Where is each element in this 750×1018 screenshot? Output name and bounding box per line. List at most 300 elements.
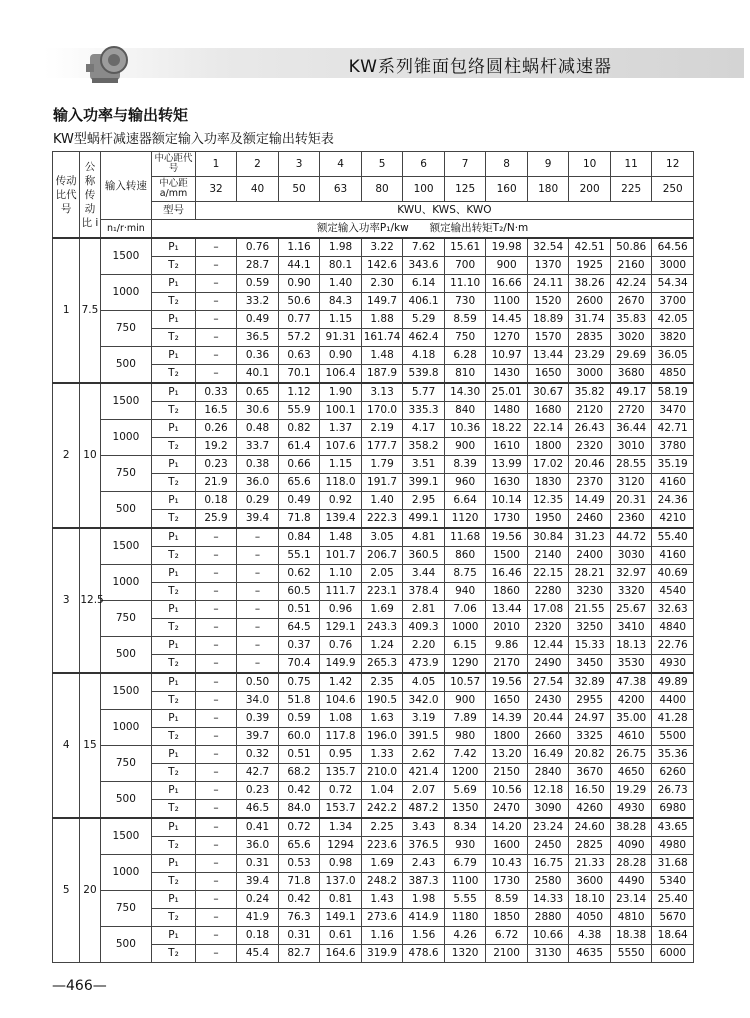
value-cell: 3.22 [361,238,403,257]
value-cell: 64.56 [652,238,694,257]
value-cell: 6.79 [444,855,486,873]
quantity-label: T₂ [152,293,196,311]
value-cell: 900 [444,438,486,456]
value-cell: – [195,800,237,819]
value-cell: 18.13 [610,637,652,655]
value-cell: 32.63 [652,601,694,619]
value-cell: 1.69 [361,855,403,873]
center-code-label: 中心距代号 [152,152,196,177]
value-cell: 70.1 [278,365,320,384]
value-cell: 1290 [444,655,486,674]
value-cell: 478.6 [403,945,445,963]
value-cell: 0.63 [278,347,320,365]
value-cell: – [195,655,237,674]
value-cell: 1830 [527,474,569,492]
value-cell: 2490 [527,655,569,674]
table-row [53,565,694,583]
value-cell: 3470 [652,402,694,420]
value-cell: 15.61 [444,238,486,257]
value-cell: 6.64 [444,492,486,510]
quantity-label: P₁ [152,311,196,329]
value-cell: 39.4 [237,510,279,529]
value-cell: 20.31 [610,492,652,510]
value-cell: 2400 [569,547,611,565]
value-cell: 18.22 [486,420,528,438]
value-cell: 153.7 [320,800,362,819]
value-cell: 2835 [569,329,611,347]
value-cell: 28.21 [569,565,611,583]
value-cell: 10.43 [486,855,528,873]
table-row [53,420,694,438]
center-distance-cell: 125 [444,177,486,202]
value-cell: – [195,311,237,329]
value-cell: 4.05 [403,673,445,692]
value-cell: 1.48 [320,528,362,547]
value-cell: 2.25 [361,818,403,837]
value-cell: 810 [444,365,486,384]
gear-reducer-icon [84,40,132,88]
value-cell: 55.40 [652,528,694,547]
value-cell: 1.79 [361,456,403,474]
value-cell: 0.48 [237,420,279,438]
value-cell: 273.6 [361,909,403,927]
value-cell: 1650 [527,365,569,384]
quantity-label: P₁ [152,601,196,619]
value-cell: 111.7 [320,583,362,601]
value-cell: 55.1 [278,547,320,565]
value-cell: 41.28 [652,710,694,728]
quantity-label: P₁ [152,710,196,728]
value-cell: 0.51 [278,746,320,764]
value-cell: 9.86 [486,637,528,655]
value-cell: 8.59 [444,311,486,329]
table-row [53,347,694,365]
value-cell: 3.51 [403,456,445,474]
value-cell: 4160 [652,547,694,565]
value-cell: 8.75 [444,565,486,583]
value-cell: 10.66 [527,927,569,945]
value-cell: 23.14 [610,891,652,909]
value-cell: 61.4 [278,438,320,456]
center-code-cell: 12 [652,152,694,177]
value-cell: 82.7 [278,945,320,963]
value-cell: 6.15 [444,637,486,655]
value-cell: 1.24 [361,637,403,655]
center-distance-cell: 180 [527,177,569,202]
section-title: 输入功率与输出转矩 [53,106,189,124]
table-row [53,818,694,837]
value-cell: 5.29 [403,311,445,329]
value-cell: 26.75 [610,746,652,764]
value-cell: 2460 [569,510,611,529]
value-cell: 35.83 [610,311,652,329]
value-cell: 5670 [652,909,694,927]
value-cell: 135.7 [320,764,362,782]
value-cell: 0.26 [195,420,237,438]
value-cell: 1.15 [320,456,362,474]
input-speed-cell: 1000 [100,275,152,311]
input-speed-cell: 1000 [100,420,152,456]
input-speed-cell: 500 [100,492,152,529]
value-cell: 196.0 [361,728,403,746]
value-cell: 376.5 [403,837,445,855]
center-code-cell: 5 [361,152,403,177]
input-speed-cell: 1500 [100,238,152,275]
value-cell: 55.9 [278,402,320,420]
value-cell: 21.33 [569,855,611,873]
value-cell: 1000 [444,619,486,637]
value-cell: 1800 [527,438,569,456]
value-cell: 1.56 [403,927,445,945]
value-cell: 71.8 [278,510,320,529]
value-cell: 3780 [652,438,694,456]
value-cell: 2.30 [361,275,403,293]
model-value: KWU、KWS、KWO [195,202,693,220]
input-speed-cell: 500 [100,927,152,963]
value-cell: 12.44 [527,637,569,655]
value-cell: 16.49 [527,746,569,764]
value-cell: 0.53 [278,855,320,873]
input-speed-cell: 1500 [100,673,152,710]
value-cell: 0.62 [278,565,320,583]
value-cell: 0.32 [237,746,279,764]
value-cell: 3250 [569,619,611,637]
value-cell: 14.49 [569,492,611,510]
value-cell: 0.59 [278,710,320,728]
value-cell: 206.7 [361,547,403,565]
value-cell: 2430 [527,692,569,710]
quantity-label: P₁ [152,746,196,764]
value-cell: 44.72 [610,528,652,547]
value-cell: 50.86 [610,238,652,257]
quantity-label: T₂ [152,547,196,565]
input-speed-cell: 750 [100,311,152,347]
value-cell: 3.13 [361,383,403,402]
table-row [53,601,694,619]
value-cell: 30.84 [527,528,569,547]
value-cell: 25.01 [486,383,528,402]
table-row [53,855,694,873]
value-cell: 26.73 [652,782,694,800]
center-code-cell: 11 [610,152,652,177]
value-cell: 60.0 [278,728,320,746]
input-speed-cell: 1000 [100,710,152,746]
value-cell: 2840 [527,764,569,782]
value-cell: 1600 [486,837,528,855]
value-cell: 47.38 [610,673,652,692]
value-cell: 17.02 [527,456,569,474]
value-cell: 2370 [569,474,611,492]
value-cell: 0.61 [320,927,362,945]
input-speed-cell: 500 [100,782,152,819]
nominal-ratio-cell: 20 [80,818,100,963]
value-cell: 1.12 [278,383,320,402]
value-cell: – [237,601,279,619]
header-title: KW系列锥面包络圆柱蜗杆减速器 [348,57,612,77]
value-cell: 22.14 [527,420,569,438]
center-distance-cell: 200 [569,177,611,202]
value-cell: 5.55 [444,891,486,909]
value-cell: 28.7 [237,257,279,275]
value-cell: 19.56 [486,528,528,547]
value-cell: 177.7 [361,438,403,456]
value-cell: 26.43 [569,420,611,438]
value-cell: 33.7 [237,438,279,456]
value-cell: 0.50 [237,673,279,692]
value-cell: 1.98 [403,891,445,909]
value-cell: 16.50 [569,782,611,800]
value-cell: 840 [444,402,486,420]
value-cell: 0.90 [278,275,320,293]
value-cell: 36.44 [610,420,652,438]
value-cell: 2320 [569,438,611,456]
quantity-label: T₂ [152,873,196,891]
quantity-label: T₂ [152,329,196,347]
value-cell: 2120 [569,402,611,420]
quantity-label: T₂ [152,692,196,710]
value-cell: 0.37 [278,637,320,655]
value-cell: 0.96 [320,601,362,619]
center-distance-cell: 80 [361,177,403,202]
value-cell: 84.0 [278,800,320,819]
value-cell: 13.99 [486,456,528,474]
value-cell: – [195,818,237,837]
value-cell: 25.9 [195,510,237,529]
ratio-code-cell: 2 [53,383,80,528]
value-cell: 4610 [610,728,652,746]
quantity-label: T₂ [152,619,196,637]
quantity-label: P₁ [152,637,196,655]
value-cell: 0.39 [237,710,279,728]
value-cell: 3700 [652,293,694,311]
center-distance-cell: 32 [195,177,237,202]
value-cell: – [237,528,279,547]
value-cell: 2.20 [403,637,445,655]
center-distance-cell: 40 [237,177,279,202]
value-cell: 343.6 [403,257,445,275]
value-cell: 100.1 [320,402,362,420]
value-cell: 2150 [486,764,528,782]
value-cell: 2.05 [361,565,403,583]
value-cell: 2450 [527,837,569,855]
value-cell: 33.2 [237,293,279,311]
nominal-ratio-cell: 12.5 [80,528,100,673]
value-cell: 409.3 [403,619,445,637]
value-cell: 23.24 [527,818,569,837]
value-cell: 4260 [569,800,611,819]
value-cell: – [195,764,237,782]
value-cell: – [195,365,237,384]
value-cell: 1.08 [320,710,362,728]
value-cell: 6260 [652,764,694,782]
input-speed-cell: 1500 [100,528,152,565]
value-cell: 0.38 [237,456,279,474]
value-cell: 1.43 [361,891,403,909]
value-cell: 1.40 [361,492,403,510]
value-cell: 8.34 [444,818,486,837]
value-cell: 19.98 [486,238,528,257]
value-cell: 4490 [610,873,652,891]
quantity-label: P₁ [152,927,196,945]
table-title: KW型蜗杆减速器额定输入功率及额定输出转矩表 [53,132,334,147]
quantity-label: T₂ [152,474,196,492]
value-cell: 139.4 [320,510,362,529]
value-cell: 4850 [652,365,694,384]
value-cell: 4210 [652,510,694,529]
value-cell: 30.67 [527,383,569,402]
value-cell: 2.95 [403,492,445,510]
value-cell: 2955 [569,692,611,710]
value-cell: 1610 [486,438,528,456]
value-cell: 0.23 [237,782,279,800]
quantity-label: T₂ [152,257,196,275]
value-cell: 1.15 [320,311,362,329]
value-cell: 1925 [569,257,611,275]
quantity-label: P₁ [152,565,196,583]
ratio-code-cell: 3 [53,528,80,673]
value-cell: 2010 [486,619,528,637]
value-cell: 42.24 [610,275,652,293]
value-cell: 1950 [527,510,569,529]
value-cell: 1570 [527,329,569,347]
value-cell: 1.16 [278,238,320,257]
value-cell: 487.2 [403,800,445,819]
value-cell: 243.3 [361,619,403,637]
value-cell: 68.2 [278,764,320,782]
center-code-cell: 2 [237,152,279,177]
value-cell: 1.10 [320,565,362,583]
value-cell: 16.66 [486,275,528,293]
center-distance-label: 中心距 a/mm [152,177,196,202]
value-cell: 40.69 [652,565,694,583]
value-cell: 2720 [610,402,652,420]
value-cell: – [195,528,237,547]
value-cell: – [195,710,237,728]
value-cell: 421.4 [403,764,445,782]
table-row [53,746,694,764]
value-cell: 2140 [527,547,569,565]
value-cell: – [195,637,237,655]
value-cell: 2280 [527,583,569,601]
value-cell: 2.62 [403,746,445,764]
quantity-label: T₂ [152,510,196,529]
value-cell: 930 [444,837,486,855]
value-cell: 2470 [486,800,528,819]
value-cell: 1370 [527,257,569,275]
value-cell: 0.29 [237,492,279,510]
value-cell: 13.44 [527,347,569,365]
value-cell: 1650 [486,692,528,710]
value-cell: 4650 [610,764,652,782]
quantity-label: T₂ [152,728,196,746]
value-cell: 0.75 [278,673,320,692]
value-cell: 1200 [444,764,486,782]
value-cell: 6980 [652,800,694,819]
rating-table [52,151,694,963]
value-cell: 60.5 [278,583,320,601]
table-row [53,782,694,800]
value-cell: 3090 [527,800,569,819]
value-cell: 2580 [527,873,569,891]
value-cell: 4635 [569,945,611,963]
value-cell: – [195,565,237,583]
value-cell: 0.72 [278,818,320,837]
value-cell: 0.76 [320,637,362,655]
value-cell: 1520 [527,293,569,311]
value-cell: 4400 [652,692,694,710]
quantity-label: P₁ [152,383,196,402]
value-cell: 3.44 [403,565,445,583]
value-cell: 4810 [610,909,652,927]
value-cell: 2670 [610,293,652,311]
value-cell: 0.90 [320,347,362,365]
value-cell: 32.54 [527,238,569,257]
input-speed-header: 输入转速 [100,152,152,220]
value-cell: 161.74 [361,329,403,347]
value-cell: 5500 [652,728,694,746]
value-cell: 20.82 [569,746,611,764]
value-cell: 0.23 [195,456,237,474]
value-cell: 21.55 [569,601,611,619]
value-cell: 14.45 [486,311,528,329]
value-cell: 1.34 [320,818,362,837]
value-cell: 2170 [486,655,528,674]
value-cell: – [237,655,279,674]
value-cell: – [237,619,279,637]
value-cell: 210.0 [361,764,403,782]
table-row [53,275,694,293]
center-distance-cell: 50 [278,177,320,202]
value-cell: 1.63 [361,710,403,728]
value-cell: 36.0 [237,837,279,855]
value-cell: – [195,746,237,764]
value-cell: 129.1 [320,619,362,637]
value-cell: 8.39 [444,456,486,474]
quantity-label: T₂ [152,655,196,674]
value-cell: 3410 [610,619,652,637]
value-cell: 1.42 [320,673,362,692]
value-cell: 4540 [652,583,694,601]
value-cell: 6.14 [403,275,445,293]
value-cell: 399.1 [403,474,445,492]
value-cell: – [195,583,237,601]
value-cell: 30.6 [237,402,279,420]
value-cell: 1480 [486,402,528,420]
value-cell: 107.6 [320,438,362,456]
value-cell: 1500 [486,547,528,565]
value-cell: 20.44 [527,710,569,728]
value-cell: 22.76 [652,637,694,655]
value-cell: 10.14 [486,492,528,510]
quantity-label: T₂ [152,583,196,601]
value-cell: 71.8 [278,873,320,891]
value-cell: 222.3 [361,510,403,529]
quantity-label: P₁ [152,238,196,257]
center-distance-cell: 100 [403,177,445,202]
input-speed-cell: 1000 [100,855,152,891]
value-cell: – [195,257,237,275]
value-cell: 0.84 [278,528,320,547]
value-cell: 35.19 [652,456,694,474]
value-cell: 40.1 [237,365,279,384]
value-cell: 4980 [652,837,694,855]
value-cell: 2880 [527,909,569,927]
value-cell: 473.9 [403,655,445,674]
value-cell: 8.59 [486,891,528,909]
quantity-label: P₁ [152,347,196,365]
value-cell: 1730 [486,873,528,891]
value-cell: 10.36 [444,420,486,438]
